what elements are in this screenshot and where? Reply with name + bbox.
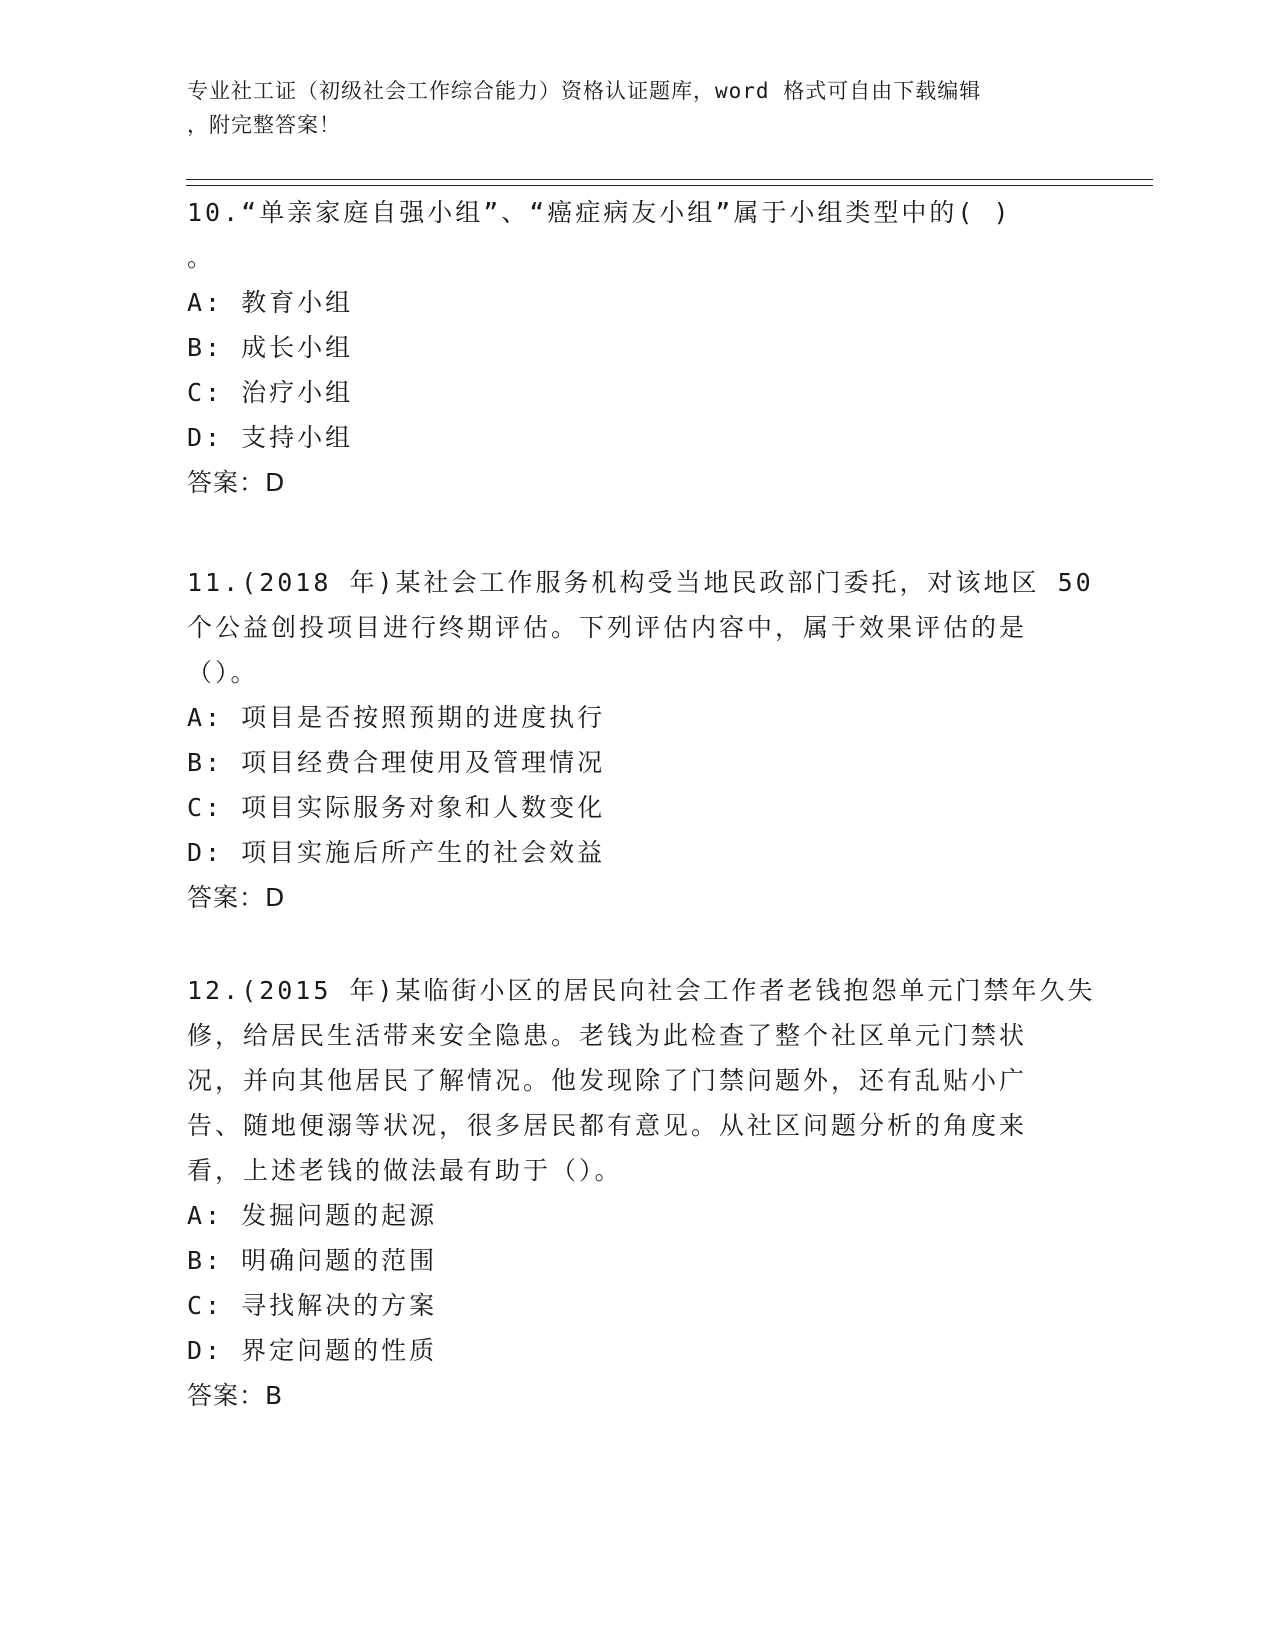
question-stem-line: 。 (187, 243, 216, 272)
answer-line: 答案：B (187, 1381, 284, 1410)
option-c: C: 项目实际服务对象和人数变化 (187, 793, 606, 822)
question-11 (187, 560, 1094, 920)
option-a: A: 发掘问题的起源 (187, 1201, 438, 1230)
question-stem-line: 修，给居民生活带来安全隐患。老钱为此检查了整个社区单元门禁状 (187, 1021, 1028, 1050)
header-line-2: ，附完整答案！ (187, 113, 341, 137)
option-a: A: 项目是否按照预期的进度执行 (187, 703, 606, 732)
option-a: A: 教育小组 (187, 288, 354, 317)
option-d: D: 项目实施后所产生的社会效益 (187, 838, 606, 867)
option-d: D: 界定问题的性质 (187, 1336, 438, 1365)
document-header (187, 74, 1087, 142)
question-stem-line: 告、随地便溺等状况，很多居民都有意见。从社区问题分析的角度来 (187, 1111, 1028, 1140)
question-stem-line: （）。 (187, 658, 259, 687)
answer-line: 答案：D (187, 468, 286, 497)
question-10 (187, 190, 1087, 505)
option-b: B: 成长小组 (187, 333, 354, 362)
header-divider-top (186, 179, 1153, 180)
question-12 (187, 968, 1096, 1418)
option-c: C: 治疗小组 (187, 378, 354, 407)
question-stem-line: 况，并向其他居民了解情况。他发现除了门禁问题外，还有乱贴小广 (187, 1066, 1028, 1095)
question-stem-line: 11.(2018 年)某社会工作服务机构受当地民政部门委托，对该地区 50 (187, 568, 1094, 597)
header-line-1: 专业社工证（初级社会工作综合能力）资格认证题库，word 格式可自由下载编辑 (187, 79, 982, 103)
answer-line: 答案：D (187, 883, 286, 912)
option-b: B: 项目经费合理使用及管理情况 (187, 748, 606, 777)
question-stem-line: 个公益创投项目进行终期评估。下列评估内容中，属于效果评估的是 (187, 613, 1028, 642)
option-d: D: 支持小组 (187, 423, 354, 452)
question-stem-line: 12.(2015 年)某临街小区的居民向社会工作者老钱抱怨单元门禁年久失 (187, 976, 1096, 1005)
option-c: C: 寻找解决的方案 (187, 1291, 438, 1320)
option-b: B: 明确问题的范围 (187, 1246, 438, 1275)
question-stem-line: 10.“单亲家庭自强小组”、“癌症病友小组”属于小组类型中的( ) (187, 198, 1012, 227)
header-divider-bottom (186, 185, 1153, 186)
question-stem-line: 看，上述老钱的做法最有助于（）。 (187, 1156, 623, 1185)
